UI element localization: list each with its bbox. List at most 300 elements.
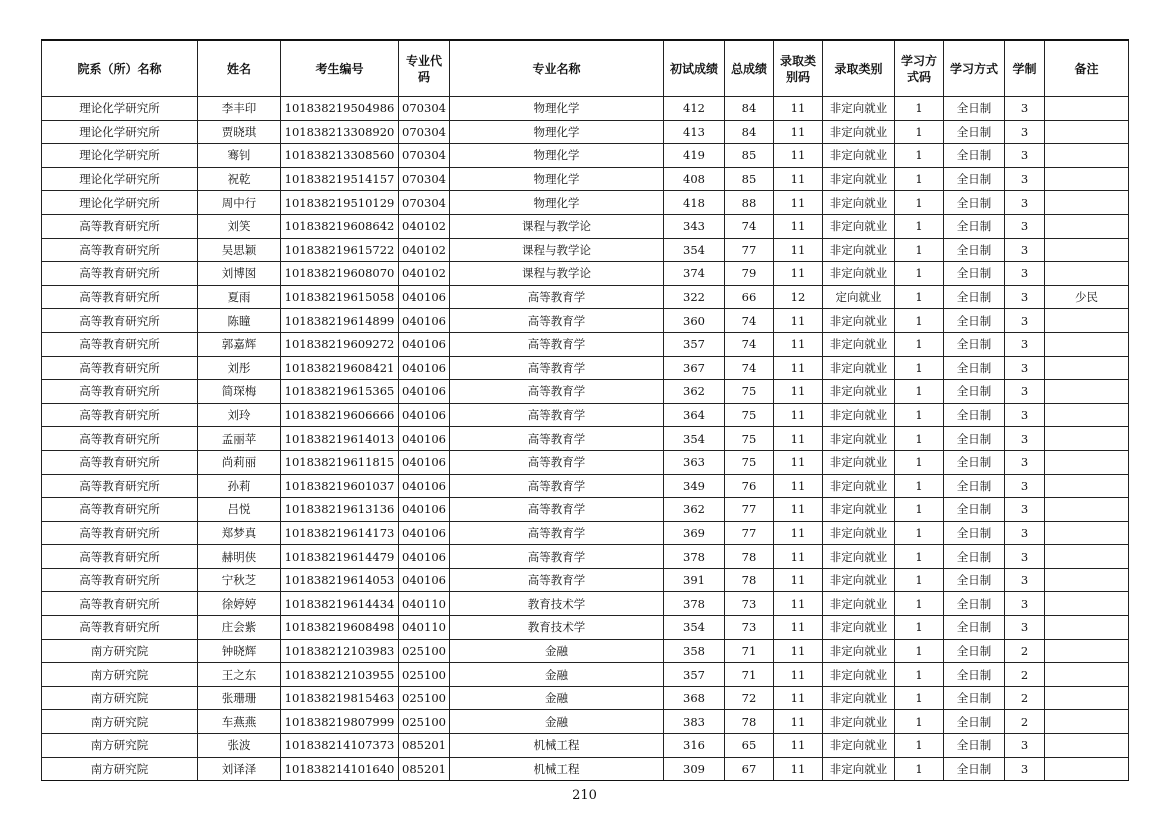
cell-name: 赫明侠 [198, 545, 281, 569]
cell-total-score: 88 [725, 191, 774, 215]
cell-department: 高等教育研究所 [42, 403, 198, 427]
cell-prelim-score: 412 [664, 97, 725, 121]
cell-admission-type: 非定向就业 [823, 144, 895, 168]
cell-prelim-score: 378 [664, 592, 725, 616]
cell-major-name: 高等教育学 [450, 285, 664, 309]
cell-admission-type: 非定向就业 [823, 498, 895, 522]
cell-candidate-id: 101838219614173 [281, 521, 399, 545]
cell-total-score: 77 [725, 238, 774, 262]
cell-study-mode-code: 1 [895, 191, 944, 215]
cell-department: 南方研究院 [42, 639, 198, 663]
cell-study-mode-code: 1 [895, 120, 944, 144]
cell-remarks [1045, 639, 1129, 663]
table-row [42, 238, 1129, 262]
cell-remarks [1045, 474, 1129, 498]
cell-name: 简琛梅 [198, 380, 281, 404]
cell-major-code: 040106 [399, 332, 450, 356]
cell-study-mode: 全日制 [944, 450, 1005, 474]
cell-study-mode: 全日制 [944, 144, 1005, 168]
header-admission-type-code: 录取类别码 [774, 40, 823, 97]
cell-total-score: 75 [725, 450, 774, 474]
cell-total-score: 75 [725, 403, 774, 427]
cell-name: 骞钊 [198, 144, 281, 168]
cell-department: 南方研究院 [42, 757, 198, 781]
cell-candidate-id: 101838219615722 [281, 238, 399, 262]
table-body [42, 97, 1129, 781]
cell-prelim-score: 357 [664, 663, 725, 687]
cell-major-name: 物理化学 [450, 144, 664, 168]
cell-candidate-id: 101838219614013 [281, 427, 399, 451]
cell-duration: 3 [1005, 498, 1045, 522]
cell-candidate-id: 101838219609272 [281, 332, 399, 356]
table-row [42, 686, 1129, 710]
cell-candidate-id: 101838214107373 [281, 734, 399, 758]
cell-duration: 3 [1005, 734, 1045, 758]
cell-major-name: 金融 [450, 686, 664, 710]
cell-candidate-id: 101838219510129 [281, 191, 399, 215]
cell-department: 高等教育研究所 [42, 285, 198, 309]
cell-study-mode-code: 1 [895, 332, 944, 356]
cell-prelim-score: 368 [664, 686, 725, 710]
cell-duration: 3 [1005, 262, 1045, 286]
cell-prelim-score: 418 [664, 191, 725, 215]
cell-department: 理论化学研究所 [42, 167, 198, 191]
cell-name: 贾晓琪 [198, 120, 281, 144]
table-row [42, 710, 1129, 734]
cell-total-score: 76 [725, 474, 774, 498]
cell-remarks [1045, 144, 1129, 168]
cell-prelim-score: 343 [664, 214, 725, 238]
cell-admission-type-code: 11 [774, 592, 823, 616]
cell-candidate-id: 101838219614434 [281, 592, 399, 616]
cell-remarks [1045, 427, 1129, 451]
cell-remarks [1045, 120, 1129, 144]
cell-duration: 2 [1005, 663, 1045, 687]
cell-department: 南方研究院 [42, 663, 198, 687]
cell-major-code: 040110 [399, 592, 450, 616]
cell-major-code: 070304 [399, 120, 450, 144]
cell-study-mode-code: 1 [895, 380, 944, 404]
header-name: 姓名 [198, 40, 281, 97]
table-row [42, 427, 1129, 451]
cell-prelim-score: 362 [664, 498, 725, 522]
cell-department: 高等教育研究所 [42, 568, 198, 592]
cell-major-code: 040106 [399, 356, 450, 380]
cell-duration: 3 [1005, 592, 1045, 616]
cell-candidate-id: 101838212103983 [281, 639, 399, 663]
cell-major-name: 物理化学 [450, 191, 664, 215]
cell-admission-type-code: 11 [774, 450, 823, 474]
cell-remarks [1045, 663, 1129, 687]
cell-remarks [1045, 309, 1129, 333]
cell-major-name: 高等教育学 [450, 450, 664, 474]
cell-total-score: 78 [725, 710, 774, 734]
cell-major-name: 金融 [450, 663, 664, 687]
cell-candidate-id: 101838213308920 [281, 120, 399, 144]
cell-study-mode: 全日制 [944, 498, 1005, 522]
cell-candidate-id: 101838219613136 [281, 498, 399, 522]
cell-admission-type-code: 11 [774, 474, 823, 498]
cell-study-mode-code: 1 [895, 616, 944, 640]
cell-department: 高等教育研究所 [42, 262, 198, 286]
cell-remarks [1045, 238, 1129, 262]
table-row [42, 144, 1129, 168]
cell-admission-type: 非定向就业 [823, 592, 895, 616]
cell-remarks [1045, 450, 1129, 474]
cell-study-mode-code: 1 [895, 167, 944, 191]
table-row [42, 757, 1129, 781]
header-prelim-score: 初试成绩 [664, 40, 725, 97]
cell-study-mode: 全日制 [944, 332, 1005, 356]
cell-remarks: 少民 [1045, 285, 1129, 309]
cell-prelim-score: 357 [664, 332, 725, 356]
cell-department: 高等教育研究所 [42, 238, 198, 262]
cell-duration: 3 [1005, 144, 1045, 168]
cell-prelim-score: 374 [664, 262, 725, 286]
header-department: 院系（所）名称 [42, 40, 198, 97]
cell-remarks [1045, 710, 1129, 734]
cell-prelim-score: 364 [664, 403, 725, 427]
cell-admission-type-code: 11 [774, 568, 823, 592]
cell-major-code: 025100 [399, 663, 450, 687]
cell-study-mode-code: 1 [895, 214, 944, 238]
table-row [42, 592, 1129, 616]
cell-total-score: 73 [725, 616, 774, 640]
cell-name: 庄会紫 [198, 616, 281, 640]
cell-name: 郑梦真 [198, 521, 281, 545]
cell-remarks [1045, 332, 1129, 356]
cell-admission-type-code: 11 [774, 309, 823, 333]
cell-admission-type-code: 11 [774, 545, 823, 569]
cell-major-name: 教育技术学 [450, 592, 664, 616]
cell-major-code: 040110 [399, 616, 450, 640]
cell-major-name: 物理化学 [450, 167, 664, 191]
cell-admission-type-code: 11 [774, 427, 823, 451]
cell-major-code: 040106 [399, 474, 450, 498]
cell-total-score: 78 [725, 545, 774, 569]
cell-study-mode: 全日制 [944, 474, 1005, 498]
cell-remarks [1045, 616, 1129, 640]
cell-major-code: 070304 [399, 97, 450, 121]
cell-admission-type-code: 11 [774, 167, 823, 191]
table-row [42, 309, 1129, 333]
cell-prelim-score: 408 [664, 167, 725, 191]
cell-admission-type: 非定向就业 [823, 568, 895, 592]
cell-admission-type-code: 11 [774, 686, 823, 710]
cell-admission-type: 非定向就业 [823, 309, 895, 333]
cell-duration: 2 [1005, 710, 1045, 734]
cell-total-score: 85 [725, 167, 774, 191]
cell-candidate-id: 101838219601037 [281, 474, 399, 498]
cell-admission-type-code: 11 [774, 616, 823, 640]
table-row [42, 97, 1129, 121]
cell-remarks [1045, 167, 1129, 191]
cell-study-mode-code: 1 [895, 592, 944, 616]
cell-study-mode: 全日制 [944, 214, 1005, 238]
cell-duration: 3 [1005, 214, 1045, 238]
cell-department: 南方研究院 [42, 686, 198, 710]
cell-study-mode: 全日制 [944, 521, 1005, 545]
cell-candidate-id: 101838219807999 [281, 710, 399, 734]
cell-admission-type: 非定向就业 [823, 214, 895, 238]
cell-admission-type: 非定向就业 [823, 450, 895, 474]
cell-name: 郭嘉辉 [198, 332, 281, 356]
cell-duration: 3 [1005, 356, 1045, 380]
cell-name: 刘博囡 [198, 262, 281, 286]
table-row [42, 191, 1129, 215]
cell-duration: 3 [1005, 545, 1045, 569]
cell-duration: 3 [1005, 757, 1045, 781]
cell-prelim-score: 358 [664, 639, 725, 663]
cell-major-code: 040106 [399, 498, 450, 522]
cell-admission-type-code: 11 [774, 191, 823, 215]
cell-major-name: 高等教育学 [450, 356, 664, 380]
cell-duration: 3 [1005, 450, 1045, 474]
cell-study-mode: 全日制 [944, 285, 1005, 309]
cell-major-name: 物理化学 [450, 97, 664, 121]
cell-admission-type: 非定向就业 [823, 262, 895, 286]
cell-study-mode: 全日制 [944, 356, 1005, 380]
cell-total-score: 71 [725, 663, 774, 687]
cell-major-code: 040102 [399, 214, 450, 238]
cell-study-mode: 全日制 [944, 427, 1005, 451]
header-candidate-id: 考生编号 [281, 40, 399, 97]
cell-major-code: 070304 [399, 144, 450, 168]
cell-candidate-id: 101838212103955 [281, 663, 399, 687]
cell-major-name: 金融 [450, 710, 664, 734]
cell-candidate-id: 101838219608498 [281, 616, 399, 640]
cell-admission-type: 定向就业 [823, 285, 895, 309]
cell-duration: 3 [1005, 238, 1045, 262]
cell-name: 孙莉 [198, 474, 281, 498]
cell-duration: 3 [1005, 474, 1045, 498]
cell-admission-type: 非定向就业 [823, 616, 895, 640]
cell-major-name: 高等教育学 [450, 427, 664, 451]
cell-department: 高等教育研究所 [42, 332, 198, 356]
cell-admission-type: 非定向就业 [823, 427, 895, 451]
cell-study-mode: 全日制 [944, 545, 1005, 569]
cell-admission-type-code: 11 [774, 356, 823, 380]
cell-admission-type-code: 11 [774, 734, 823, 758]
cell-candidate-id: 101838219815463 [281, 686, 399, 710]
header-remarks: 备注 [1045, 40, 1129, 97]
cell-prelim-score: 363 [664, 450, 725, 474]
page-number: 210 [572, 788, 597, 803]
cell-candidate-id: 101838213308560 [281, 144, 399, 168]
cell-prelim-score: 354 [664, 238, 725, 262]
table-row [42, 380, 1129, 404]
cell-total-score: 67 [725, 757, 774, 781]
cell-department: 高等教育研究所 [42, 545, 198, 569]
cell-study-mode: 全日制 [944, 380, 1005, 404]
cell-major-code: 040106 [399, 309, 450, 333]
cell-name: 刘彤 [198, 356, 281, 380]
cell-study-mode: 全日制 [944, 686, 1005, 710]
cell-study-mode: 全日制 [944, 167, 1005, 191]
cell-study-mode: 全日制 [944, 616, 1005, 640]
cell-major-code: 085201 [399, 734, 450, 758]
cell-prelim-score: 362 [664, 380, 725, 404]
cell-prelim-score: 378 [664, 545, 725, 569]
cell-admission-type: 非定向就业 [823, 710, 895, 734]
cell-candidate-id: 101838214101640 [281, 757, 399, 781]
cell-study-mode-code: 1 [895, 498, 944, 522]
cell-candidate-id: 101838219606666 [281, 403, 399, 427]
cell-total-score: 74 [725, 214, 774, 238]
table-row [42, 285, 1129, 309]
cell-study-mode-code: 1 [895, 757, 944, 781]
cell-study-mode-code: 1 [895, 639, 944, 663]
cell-major-code: 040106 [399, 427, 450, 451]
cell-total-score: 74 [725, 332, 774, 356]
cell-prelim-score: 360 [664, 309, 725, 333]
cell-major-code: 025100 [399, 710, 450, 734]
table-row [42, 568, 1129, 592]
cell-admission-type-code: 11 [774, 663, 823, 687]
cell-major-name: 金融 [450, 639, 664, 663]
cell-total-score: 77 [725, 521, 774, 545]
cell-total-score: 65 [725, 734, 774, 758]
cell-department: 理论化学研究所 [42, 191, 198, 215]
cell-department: 高等教育研究所 [42, 380, 198, 404]
cell-total-score: 78 [725, 568, 774, 592]
cell-total-score: 74 [725, 309, 774, 333]
cell-name: 车燕燕 [198, 710, 281, 734]
cell-major-code: 040106 [399, 380, 450, 404]
cell-study-mode-code: 1 [895, 568, 944, 592]
cell-duration: 3 [1005, 380, 1045, 404]
cell-name: 陈瞳 [198, 309, 281, 333]
cell-major-name: 高等教育学 [450, 545, 664, 569]
cell-department: 理论化学研究所 [42, 144, 198, 168]
table-row [42, 332, 1129, 356]
table-row [42, 120, 1129, 144]
admission-roster-table [41, 39, 1129, 781]
cell-major-code: 040106 [399, 450, 450, 474]
cell-prelim-score: 419 [664, 144, 725, 168]
cell-remarks [1045, 380, 1129, 404]
cell-duration: 3 [1005, 191, 1045, 215]
cell-remarks [1045, 521, 1129, 545]
cell-name: 孟丽苹 [198, 427, 281, 451]
cell-admission-type-code: 11 [774, 639, 823, 663]
cell-major-name: 机械工程 [450, 757, 664, 781]
cell-major-code: 040106 [399, 403, 450, 427]
cell-candidate-id: 101838219615058 [281, 285, 399, 309]
cell-remarks [1045, 757, 1129, 781]
table-row [42, 450, 1129, 474]
cell-admission-type: 非定向就业 [823, 120, 895, 144]
cell-remarks [1045, 498, 1129, 522]
cell-total-score: 71 [725, 639, 774, 663]
cell-major-name: 高等教育学 [450, 521, 664, 545]
cell-duration: 2 [1005, 686, 1045, 710]
cell-name: 祝乾 [198, 167, 281, 191]
cell-total-score: 72 [725, 686, 774, 710]
cell-prelim-score: 354 [664, 616, 725, 640]
cell-total-score: 66 [725, 285, 774, 309]
cell-total-score: 84 [725, 120, 774, 144]
cell-admission-type-code: 11 [774, 710, 823, 734]
header-total-score: 总成绩 [725, 40, 774, 97]
cell-remarks [1045, 686, 1129, 710]
cell-name: 张珊珊 [198, 686, 281, 710]
cell-admission-type: 非定向就业 [823, 757, 895, 781]
cell-total-score: 74 [725, 356, 774, 380]
table-row [42, 356, 1129, 380]
cell-admission-type: 非定向就业 [823, 332, 895, 356]
cell-prelim-score: 349 [664, 474, 725, 498]
cell-admission-type: 非定向就业 [823, 167, 895, 191]
cell-study-mode: 全日制 [944, 238, 1005, 262]
cell-study-mode: 全日制 [944, 663, 1005, 687]
cell-total-score: 73 [725, 592, 774, 616]
cell-study-mode: 全日制 [944, 97, 1005, 121]
cell-study-mode-code: 1 [895, 144, 944, 168]
cell-admission-type: 非定向就业 [823, 663, 895, 687]
cell-remarks [1045, 592, 1129, 616]
cell-total-score: 84 [725, 97, 774, 121]
cell-major-name: 高等教育学 [450, 403, 664, 427]
cell-admission-type-code: 11 [774, 262, 823, 286]
cell-major-code: 040106 [399, 285, 450, 309]
cell-admission-type-code: 11 [774, 521, 823, 545]
cell-prelim-score: 367 [664, 356, 725, 380]
cell-candidate-id: 101838219614053 [281, 568, 399, 592]
cell-prelim-score: 383 [664, 710, 725, 734]
cell-name: 宁秋芝 [198, 568, 281, 592]
cell-remarks [1045, 356, 1129, 380]
cell-study-mode: 全日制 [944, 639, 1005, 663]
cell-candidate-id: 101838219608070 [281, 262, 399, 286]
cell-duration: 3 [1005, 285, 1045, 309]
cell-admission-type: 非定向就业 [823, 403, 895, 427]
cell-study-mode-code: 1 [895, 450, 944, 474]
cell-study-mode-code: 1 [895, 285, 944, 309]
cell-admission-type-code: 11 [774, 214, 823, 238]
cell-study-mode-code: 1 [895, 427, 944, 451]
cell-study-mode-code: 1 [895, 309, 944, 333]
header-study-mode-code: 学习方式码 [895, 40, 944, 97]
table-row [42, 403, 1129, 427]
cell-study-mode-code: 1 [895, 474, 944, 498]
cell-name: 吕悦 [198, 498, 281, 522]
cell-admission-type: 非定向就业 [823, 191, 895, 215]
cell-major-code: 040106 [399, 521, 450, 545]
header-admission-type: 录取类别 [823, 40, 895, 97]
cell-name: 王之东 [198, 663, 281, 687]
cell-study-mode-code: 1 [895, 521, 944, 545]
cell-department: 高等教育研究所 [42, 214, 198, 238]
cell-major-code: 070304 [399, 167, 450, 191]
cell-remarks [1045, 214, 1129, 238]
cell-candidate-id: 101838219614899 [281, 309, 399, 333]
cell-admission-type: 非定向就业 [823, 238, 895, 262]
cell-remarks [1045, 191, 1129, 215]
table-row [42, 474, 1129, 498]
cell-study-mode-code: 1 [895, 663, 944, 687]
cell-major-name: 高等教育学 [450, 498, 664, 522]
cell-candidate-id: 101838219611815 [281, 450, 399, 474]
cell-admission-type: 非定向就业 [823, 734, 895, 758]
cell-admission-type-code: 11 [774, 332, 823, 356]
cell-remarks [1045, 545, 1129, 569]
cell-total-score: 75 [725, 427, 774, 451]
cell-candidate-id: 101838219608421 [281, 356, 399, 380]
cell-major-name: 课程与教学论 [450, 262, 664, 286]
cell-prelim-score: 322 [664, 285, 725, 309]
cell-department: 理论化学研究所 [42, 120, 198, 144]
